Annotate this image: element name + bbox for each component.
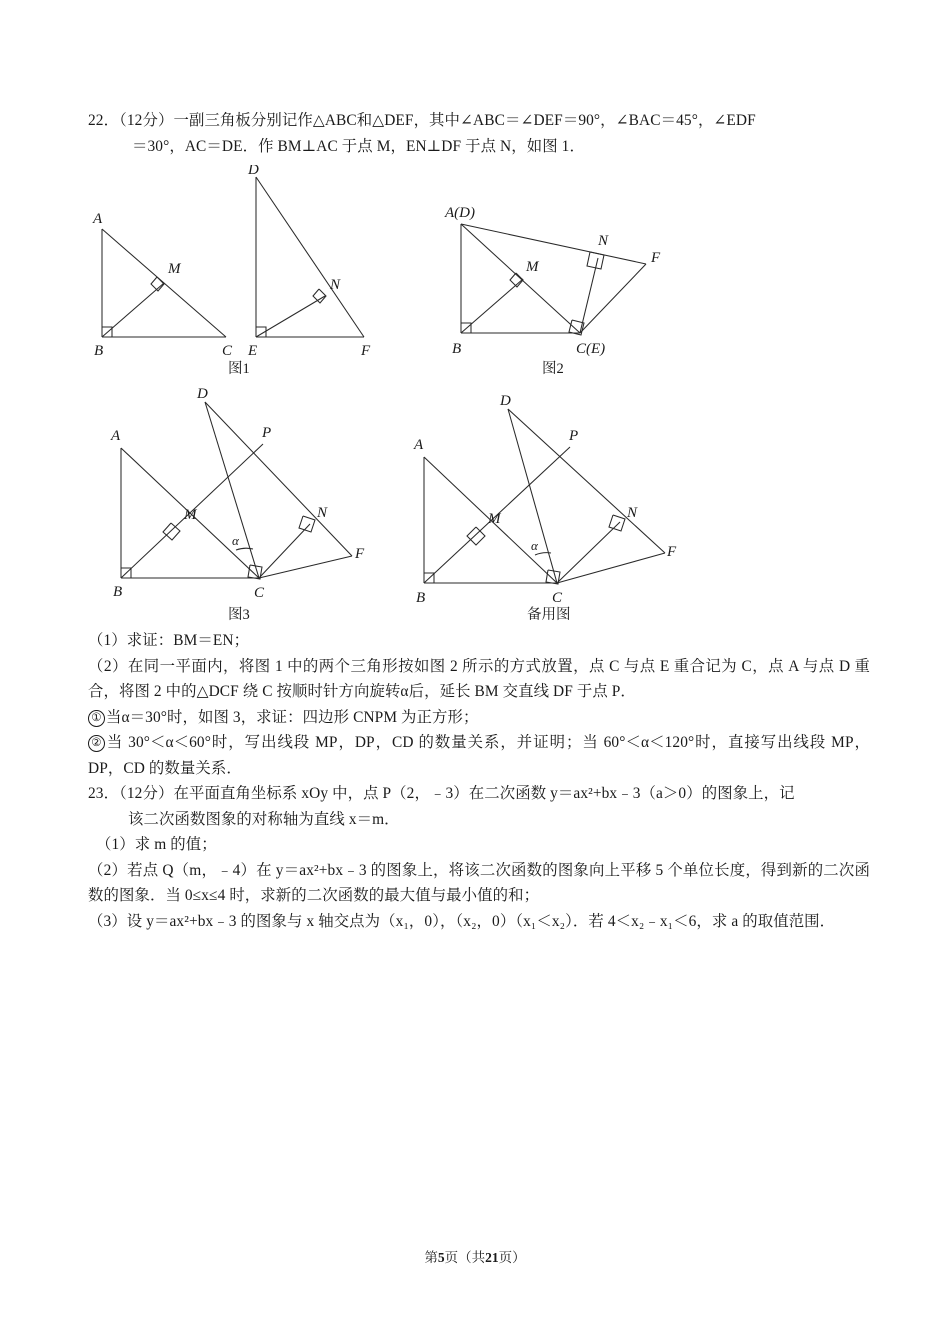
fig4-label-A: A xyxy=(414,437,424,453)
fig1-label-B: B xyxy=(94,343,104,359)
page-footer xyxy=(0,1246,950,1266)
figure-4-drawing xyxy=(408,395,678,605)
q23-number: 23 xyxy=(88,785,104,802)
fig3-label-D: D xyxy=(197,388,208,402)
q23-part-2: （2）若点 Q（m，﹣4）在 y＝ax²+bx﹣3 的图象上，将该二次函数的图象向上平移 5 个单位长度，得到新的二次函数的图象．当 0≤x≤4 时，求新的二次函数的最大值与最小值的和； xyxy=(88,861,870,904)
figure-2-drawing xyxy=(435,195,675,365)
fig3-label-M: M xyxy=(184,507,197,523)
question-22-stem: 22．（12分）一副三角板分别记作△ABC和△DEF，其中∠ABC＝∠DEF＝90°，∠BAC＝45°，∠EDF ＝30°，AC＝DE．作 BM⊥AC 于点 M，EN⊥DF 于点 N，如图 1． xyxy=(88,112,756,155)
q22-sub-2 xyxy=(88,730,870,781)
fig2-label-N: N xyxy=(598,233,609,249)
figure-1-drawing xyxy=(80,165,400,385)
q23-stem-line2: 该二次函数图象的对称轴为直线 x＝m． xyxy=(128,810,400,828)
lower-text-area xyxy=(88,628,870,934)
figure-4-caption: 备用图 xyxy=(527,607,571,623)
footer-suffix: 页） xyxy=(498,1250,526,1265)
q22-part-2: （2）在同一平面内，将图 1 中的两个三角形按如图 2 所示的方式放置，点 C 与点 E 重合记为 C，点 A 与点 D 重合，将图 2 中的△DCF 绕 C 按顺时针方向旋转α后，延长 BM 交直线 DF 于点 P． xyxy=(88,657,870,700)
question-content-area xyxy=(88,108,870,159)
figure-2-caption: 图2 xyxy=(542,361,564,377)
fig4-label-N: N xyxy=(627,505,638,521)
q22-part-1: （1）求证：BM＝EN； xyxy=(88,632,250,649)
figure-1-caption: 图1 xyxy=(228,361,250,377)
fig4-label-B: B xyxy=(416,590,426,605)
q22-stem-line1: 一副三角板分别记作△ABC和△DEF，其中∠ABC＝∠DEF＝90°，∠BAC＝45°，∠EDF xyxy=(173,112,756,129)
footer-page-number: 5 xyxy=(437,1250,445,1265)
circled-number-1: ① xyxy=(88,710,105,727)
question-23-stem: 23．（12分）在平面直角坐标系 xOy 中，点 P（2，﹣3）在二次函数 y＝ax²+bx﹣3（a＞0）的图象上，记 该二次函数图象的对称轴为直线 x＝m． xyxy=(88,785,795,828)
fig2-label-B: B xyxy=(452,341,462,357)
footer-prefix: 第 xyxy=(424,1250,438,1265)
fig4-label-P: P xyxy=(569,428,579,444)
q22-sub-1 xyxy=(88,705,870,731)
figure-3-drawing xyxy=(105,388,375,598)
q22-number: 22 xyxy=(88,112,104,129)
figure-3-caption: 图3 xyxy=(228,607,250,623)
fig4-label-D: D xyxy=(500,395,511,409)
fig1-label-M: M xyxy=(168,261,181,277)
fig3-label-B: B xyxy=(113,584,123,598)
fig1-label-E: E xyxy=(248,343,258,359)
figure-4-shape xyxy=(424,409,665,584)
fig3-label-C: C xyxy=(254,585,265,598)
fig1-label-D: D xyxy=(248,165,259,178)
fig3-label-A: A xyxy=(111,428,121,444)
fig1-label-N: N xyxy=(330,277,341,293)
fig1-label-F: F xyxy=(361,343,371,359)
q23-part-1: （1）求 m 的值； xyxy=(96,836,217,853)
footer-middle: 页（共 xyxy=(444,1250,486,1265)
figure-2-shape xyxy=(461,224,646,335)
fig2-label-F: F xyxy=(651,250,661,266)
fig1-label-C: C xyxy=(222,343,233,359)
q22-stem-line2: ＝30°，AC＝DE．作 BM⊥AC 于点 M，EN⊥DF 于点 N，如图 1． xyxy=(132,137,585,155)
q22-score: （12分） xyxy=(119,112,174,129)
fig3-label-F: F xyxy=(355,546,365,562)
figure-3-shape xyxy=(121,402,352,579)
q23-part-3: （3）设 y＝ax²+bx﹣3 的图象与 x 轴交点为（x₁，0），（x₂，0）（x₁＜x₂）．若 4＜x₂﹣x₁＜6，求 a 的取值范围． xyxy=(88,912,836,930)
fig4-label-C: C xyxy=(552,590,563,605)
q23-score: （12分） xyxy=(119,785,174,802)
q23-stem-line1: 在平面直角坐标系 xOy 中，点 P（2，﹣3）在二次函数 y＝ax²+bx﹣3（a＞0）的图象上，记 xyxy=(173,785,795,802)
footer-total-pages: 21 xyxy=(485,1250,499,1265)
fig1-label-A: A xyxy=(93,211,103,227)
q22-sub-2-text: 当 30°＜α＜60°时，写出线段 MP，DP，CD 的数量关系，并证明；当 60°＜α＜120°时，直接写出线段 MP，DP，CD 的数量关系． xyxy=(88,734,870,777)
fig2-label-M: M xyxy=(526,259,539,275)
fig2-label-AD: A(D) xyxy=(445,205,475,221)
fig4-label-M: M xyxy=(488,511,501,527)
fig3-label-P: P xyxy=(262,425,272,441)
q22-sub-1-text: 当α＝30°时，如图 3，求证：四边形 CNPM 为正方形； xyxy=(106,708,479,726)
circled-number-2: ② xyxy=(88,735,105,752)
fig3-label-alpha: α xyxy=(232,533,239,548)
triangle-abc xyxy=(102,229,226,337)
fig3-label-N: N xyxy=(317,505,328,521)
triangle-def xyxy=(256,177,364,337)
fig4-label-alpha: α xyxy=(531,538,538,553)
fig2-label-CE: C(E) xyxy=(576,341,606,357)
fig4-label-F: F xyxy=(667,544,677,560)
